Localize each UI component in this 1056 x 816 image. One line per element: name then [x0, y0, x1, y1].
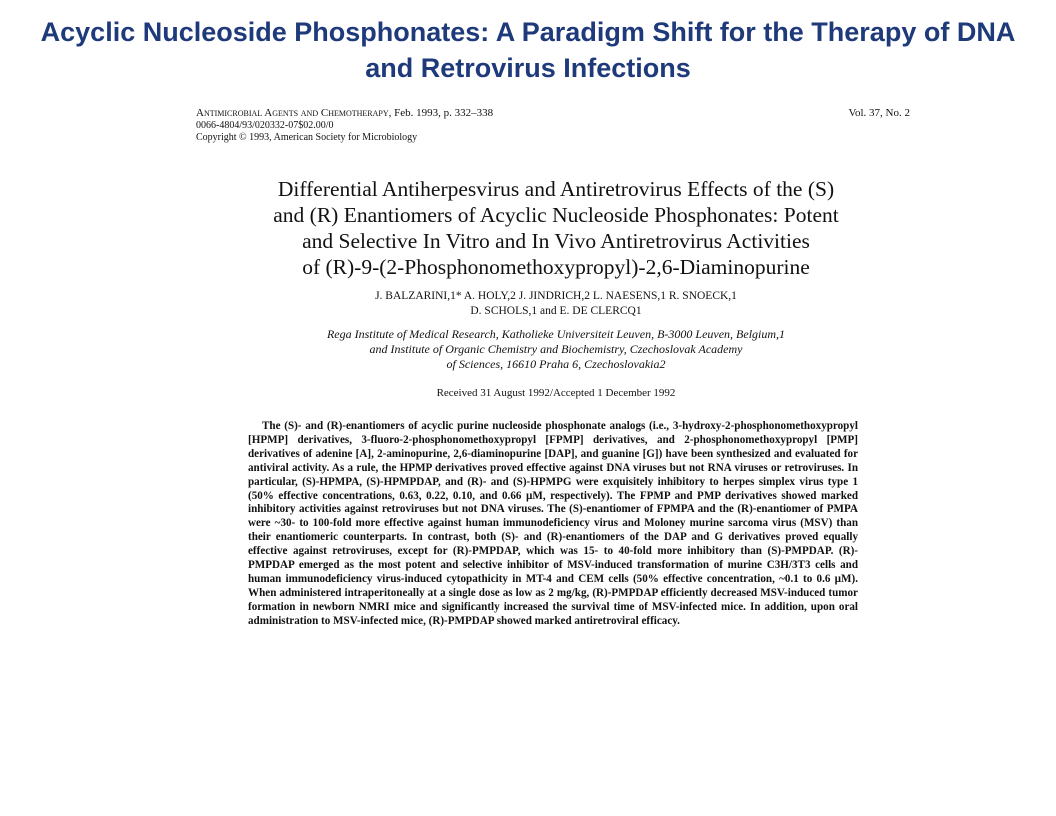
article-title-line-3: and Selective In Vitro and In Vivo Antiretrovirus Activities — [302, 229, 810, 253]
abstract: The (S)- and (R)-enantiomers of acyclic purine nucleoside phosphonate analogs (i.e., 3-hydroxy-2-phosphonomethoxypropyl [HPMP] derivatives, 3-fluoro-2-phosphonomethoxypropyl [FPMP] derivatives, and 2-phosphonomethoxypropyl [PMP] derivatives of adenine [A], 2-aminopurine, 2,6-diaminopurine [DAP], and guanine [G]) have been synthesized and evaluated for antiviral activity. As a rule, the HPMP derivatives proved effective against DNA viruses but not RNA viruses or retroviruses. In particular, (S)-HPMPA, (S)-HPMPDAP, and (R)- and (S)-HPMPG were exquisitely inhibitory to herpes simplex virus type 1 (50% effective concentrations, 0.63, 0.22, 0.10, and 0.66 µM, respectively). The FPMP and PMP derivatives showed marked inhibitory activities against retroviruses but not DNA viruses. The (S)-enantiomer of FPMPA and the (R)-enantiomer of PMPA were ~30- to 100-fold more effective against human immunodeficiency virus and Moloney murine sarcoma virus (MSV) than their enantiomeric counterparts. In contrast, both (S)- and (R)-enantiomers of the DAP and G derivatives proved equally effective against retroviruses, except for (R)-PMPDAP, which was 15- to 40-fold more inhibitory than (S)-PMPDAP. (R)-PMPDAP emerged as the most potent and selective inhibitor of MSV-induced transformation of murine C3H/3T3 cells and human immunodeficiency virus-induced cytopathicity in MT-4 and CEM cells (50% effective concentration, ~0.1 to 0.6 µM). When administered intraperitoneally at a single dose as low as 2 mg/kg, (R)-PMPDAP efficiently decreased MSV-induced tumor formation in newborn NMRI mice and significantly increased the survival time of MSV-infected mice. In addition, upon oral administration to MSV-infected mice, (R)-PMPDAP showed marked antiretroviral efficacy. — [248, 420, 858, 627]
slide-title — [0, 14, 1056, 86]
article-title — [196, 176, 916, 280]
affiliation-line-3: of Sciences, 16610 Praha 6, Czechoslovakia2 — [446, 357, 666, 371]
article-title-line-4: of (R)-9-(2-Phosphonomethoxypropyl)-2,6-Diaminopurine — [302, 255, 810, 279]
journal-copyright: Copyright © 1993, American Society for Microbiology — [196, 132, 418, 143]
paper-excerpt-image — [196, 106, 916, 629]
affiliations — [196, 327, 916, 372]
journal-issue: , Feb. 1993, p. 332–338 — [388, 107, 494, 119]
journal-citation — [196, 106, 916, 120]
author-list — [196, 289, 916, 319]
slide-title-line-1: Acyclic Nucleoside Phosphonates: A Paradigm Shift for the Therapy of DNA — [40, 17, 1016, 47]
journal-code: 0066-4804/93/020332-07$02.00/0 — [196, 120, 334, 131]
slide-title-line-2: and Retrovirus Infections — [365, 53, 691, 83]
article-title-line-1: Differential Antiherpesvirus and Antiretrovirus Effects of the (S) — [277, 177, 835, 201]
received-date: Received 31 August 1992/Accepted 1 December 1992 — [436, 387, 676, 399]
affiliation-line-1: Rega Institute of Medical Research, Katholieke Universiteit Leuven, B-3000 Leuven, Belgium,1 — [326, 327, 786, 341]
journal-volume: Vol. 37, No. 2 — [848, 107, 910, 119]
affiliation-line-2: and Institute of Organic Chemistry and Biochemistry, Czechoslovak Academy — [369, 342, 743, 356]
author-line-2: D. SCHOLS,1 and E. DE CLERCQ1 — [470, 305, 642, 317]
author-line-1: J. BALZARINI,1* A. HOLY,2 J. JINDRICH,2 L. NAESENS,1 R. SNOECK,1 — [375, 290, 737, 302]
journal-name: Antimicrobial Agents and Chemotherapy — [196, 107, 389, 119]
article-title-line-2: and (R) Enantiomers of Acyclic Nucleoside Phosphonates: Potent — [273, 203, 839, 227]
journal-header — [196, 106, 916, 150]
